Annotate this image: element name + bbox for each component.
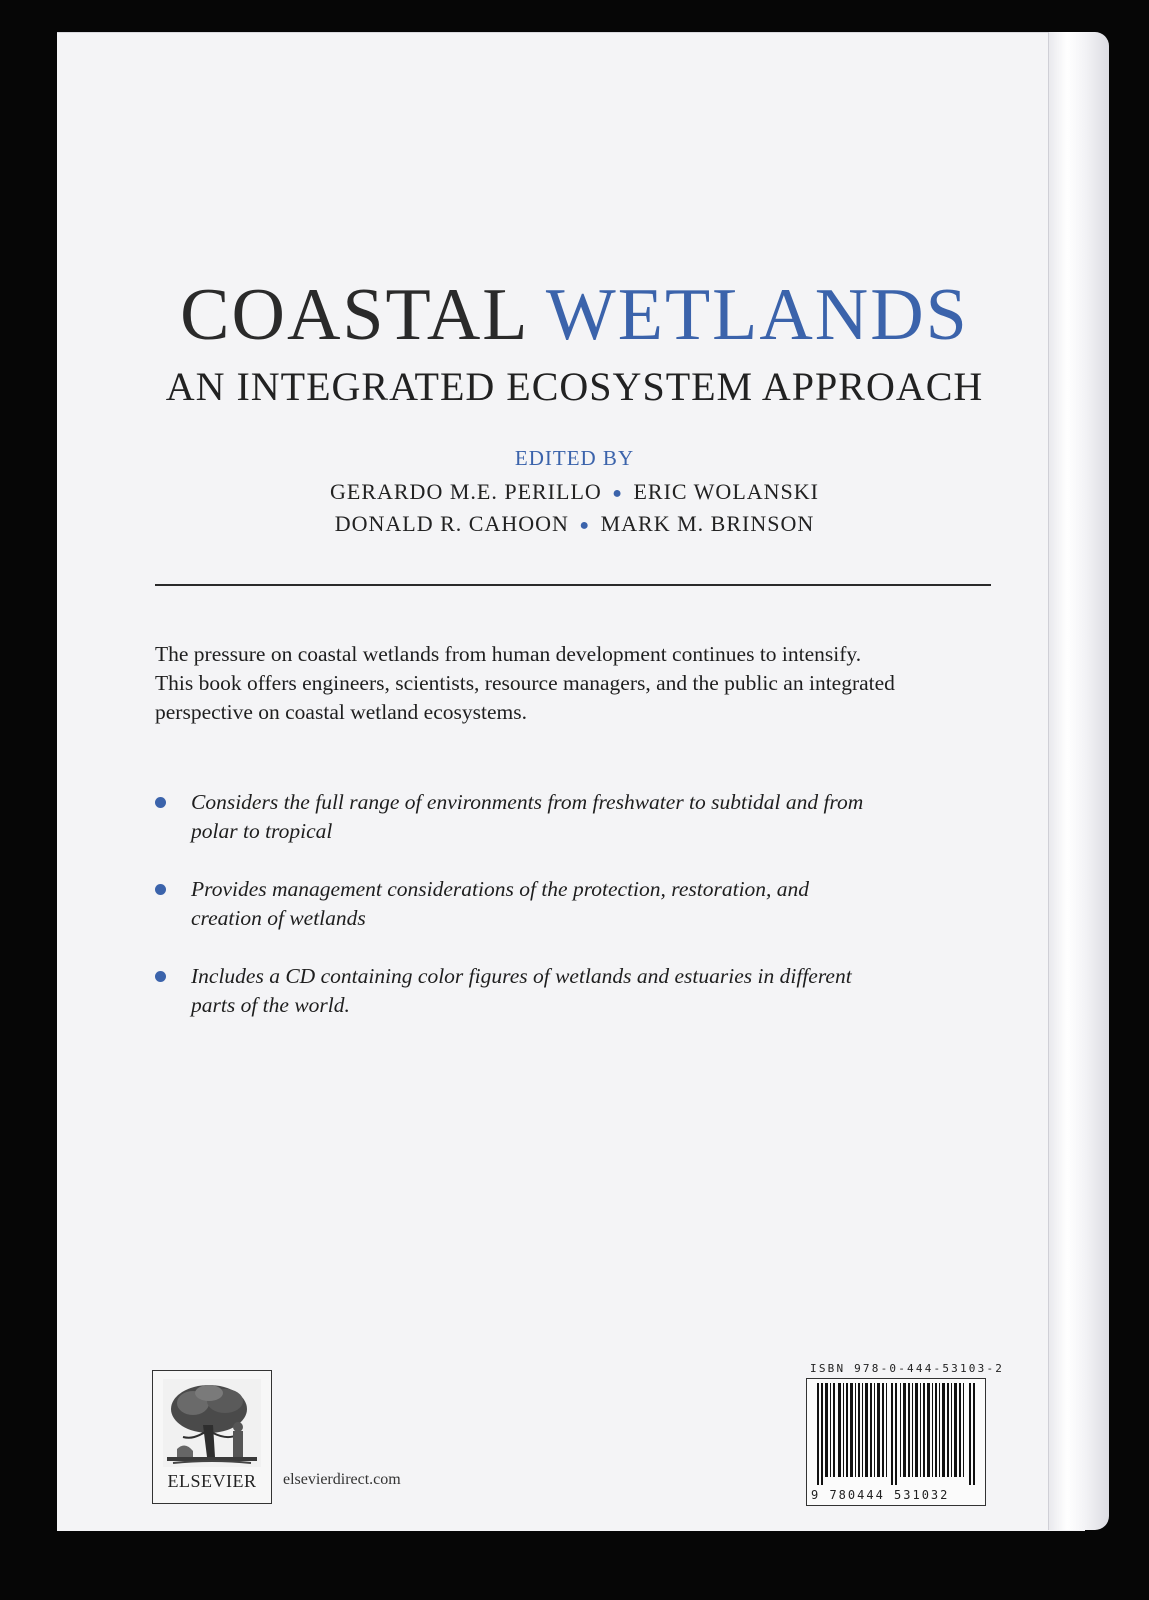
editor-name: ERIC WOLANSKI: [633, 479, 819, 504]
isbn-label: ISBN 978-0-444-53103-2: [810, 1362, 1005, 1375]
edited-by-label: EDITED BY: [514, 446, 635, 470]
back-cover: [57, 32, 1085, 1531]
publisher-name: ELSEVIER: [167, 1471, 257, 1491]
separator-dot-icon: ●: [579, 516, 591, 534]
bullet-line: Considers the full range of environments from freshwater to subtidal and from: [191, 790, 864, 814]
bullet-line: Provides management considerations of the protection, restoration, and: [191, 877, 810, 901]
divider-rule: [155, 584, 991, 586]
intro-line: The pressure on coastal wetlands from human development continues to intensify.: [155, 642, 862, 666]
barcode-icon: [813, 1383, 979, 1485]
bullet-text: [191, 788, 863, 846]
bullet-dot-icon: [155, 884, 166, 895]
book-title: [0, 274, 1149, 356]
barcode-digits: 9 780444 531032: [811, 1488, 950, 1502]
publisher-logo: [152, 1370, 272, 1504]
bullet-text: [191, 962, 852, 1020]
bullet-dot-icon: [155, 971, 166, 982]
intro-paragraph: [155, 640, 995, 727]
editor-name: DONALD R. CAHOON: [334, 511, 569, 536]
bullet-line: creation of wetlands: [191, 906, 366, 930]
editor-name: GERARDO M.E. PERILLO: [330, 479, 602, 504]
bullet-text: [191, 875, 809, 933]
title-part-wetlands: WETLANDS: [545, 274, 969, 356]
bullet-line: polar to tropical: [191, 819, 333, 843]
elsevier-tree-logo-icon: [163, 1379, 261, 1467]
barcode: [806, 1378, 986, 1506]
editors-line-1: [0, 479, 1149, 505]
title-part-coastal: COASTAL: [180, 274, 527, 356]
book-subtitle: AN INTEGRATED ECOSYSTEM APPROACH: [165, 364, 984, 409]
separator-dot-icon: ●: [612, 484, 623, 502]
editors-line-2: [0, 511, 1149, 537]
editor-name: MARK M. BRINSON: [600, 511, 815, 536]
publisher-website: elsevierdirect.com: [283, 1471, 401, 1488]
bullet-dot-icon: [155, 797, 166, 808]
intro-line: perspective on coastal wetland ecosystems.: [155, 700, 527, 724]
intro-line: This book offers engineers, scientists, resource managers, and the public an integrated: [155, 671, 895, 695]
bullet-line: parts of the world.: [191, 993, 350, 1017]
bullet-line: Includes a CD containing color figures of wetlands and estuaries in different: [191, 964, 852, 988]
book-spine: [1048, 32, 1109, 1530]
